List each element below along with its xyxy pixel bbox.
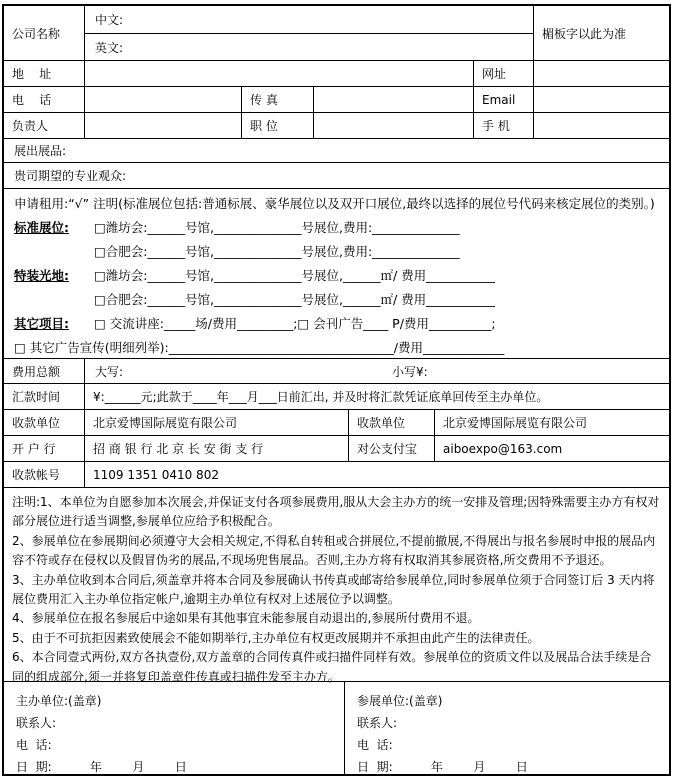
company-name-label: 公司名称 [12,26,61,41]
total-fee-row [4,358,669,383]
raw-hefei-checkbox-line: □合肥会:______号馆,______________号展位,______㎡/ 费用___________ [94,292,495,307]
note-item-4: 4、参展单位在报名参展后中途如果有其他事宜未能参展自动退出的,参展所付费用不退。 [12,611,480,626]
account-value: 1109 1351 0410 802 [84,462,669,487]
exhibits-row [4,138,669,162]
rental-cell [4,189,669,358]
email-value [533,87,669,112]
mobile-value [533,113,669,138]
account-row [4,461,669,487]
rental-header: 申请租用:“√” 注明(标准展位包括:普通标展、豪华展位以及双开口展位,最终以选择的展位号代码来核定展位的类别。) [14,196,655,211]
address-label: 地 址 [12,67,52,81]
remit-label: 汇款时间 [12,390,61,404]
principal-label: 负责人 [12,119,49,133]
other-items-checkbox-line: □ 交流讲座:_____场/费用_________;□ 会刊广告____ P/费用__________; [94,316,496,331]
signature-section [4,681,669,774]
total-daxie-label: 大写: [95,364,124,379]
organizer-title: 主办单位:(盖章) [16,694,102,708]
payee-label: 收款单位 [12,416,61,430]
remit-row [4,383,669,409]
standard-weifang-checkbox-line: □潍坊会:______号馆,______________号展位,费用:______________ [94,220,460,235]
company-name-row [4,6,669,60]
exhibitor-date: 日 期: 年 月 日 [357,760,528,774]
remit-text: ¥:______元;此款于____年___月___日前汇出, 并及时将汇款凭证底单回传至主办单位。 [84,384,669,409]
bank-label: 开 户 行 [12,442,56,456]
total-fee-value [84,359,669,383]
note-item-2: 2、参展单位在参展期间必须遵守大会相关规定,不得私自转租或合拼展位,不提前撤展,不得展出与报名参展时申报的展品内容不符或存在侵权以及假冒伪劣的展品,不现场兜售展品。否则,主办方将有权取消其参展资格,所交费用不予退还。 [12,533,656,568]
alipay-label: 对公支付宝 [348,436,434,461]
fax-value [313,87,473,112]
payee2-label: 收款单位 [348,410,434,435]
alipay-value: aiboexpo@163.com [434,436,669,461]
other-items-label: 其它项目: [14,316,69,331]
website-value [533,61,669,86]
exhibits-label: 展出展品: [14,144,67,158]
note-item-3: 3、主办单位收到本合同后,须盖章并将本合同及参展确认书传真或邮寄给参展单位,同时参展单位须于合同签订后 3 天内将展位费用汇入主办单位指定帐户,逾期主办单位有权对上述展位予以调整。 [12,572,655,607]
rental-standard-hefei [14,240,659,264]
exhibitor-phone: 电 话: [357,738,393,752]
principal-row [4,112,669,138]
organizer-signature-block [4,682,344,774]
notes-section [4,487,669,684]
email-label: Email [473,87,533,112]
organizer-contact: 联系人: [16,716,57,730]
address-row [4,60,669,86]
raw-space-label: 特装光地: [14,268,69,283]
standard-booth-label: 标准展位: [14,220,69,235]
payee2-value: 北京爱博国际展览有限公司 [434,410,669,435]
form-table [2,4,671,776]
payee-value: 北京爱博国际展览有限公司 [84,410,348,435]
organizer-phone: 电 话: [16,738,52,752]
other-ads-checkbox-line: □ 其它广告宣传(明细列举):____________________________________/费用_____________ [14,340,505,355]
note-item-1: 注明:1、本单位为自愿参加本次展会,并保证支付各项参展费用,服从大会主办方的统一安排及管理;因特殊需要主办方有权对部分展位进行适当调整,参展单位应给予积极配合。 [12,495,660,529]
principal-value [84,113,241,138]
audience-row [4,162,669,188]
note-item-6: 6、本合同壹式两份,双方各执壹份,双方盖章的合同传真件或扫描件同样有效。参展单位的资质文件以及展品合法手续是合同的组成部分,须一并将复印盖章件传真或扫描件发至主办方。 [12,650,652,684]
phone-label: 电 话 [12,93,52,107]
rental-standard-weifang [14,216,659,240]
notes-cell [4,488,669,684]
phone-value [84,87,241,112]
company-name-cn-field: 中文: [95,13,124,27]
total-fee-label: 费用总额 [12,364,61,379]
website-label: 网址 [473,61,533,86]
bank-value: 招 商 银 行 北 京 长 安 街 支 行 [84,436,348,461]
bank-row [4,435,669,461]
audience-label: 贵司期望的专业观众: [14,169,127,183]
rental-other-ads [14,336,659,360]
rental-section [4,188,669,358]
total-xiaoxie-label: 小写¥: [392,364,428,379]
exhibitor-signature-block [344,682,669,774]
organizer-date: 日 期: 年 月 日 [16,760,187,774]
rental-other-items [14,312,659,336]
rental-raw-weifang [14,264,659,288]
company-name-fields [84,6,533,60]
payee-row [4,409,669,435]
company-name-en-field: 英文: [85,33,533,60]
account-label: 收款帐号 [12,468,61,482]
phone-row [4,86,669,112]
raw-weifang-checkbox-line: □潍坊会:______号馆,______________号展位,______㎡/ 费用___________ [94,268,495,283]
fascia-note: 楣板字以此为准 [533,6,669,60]
mobile-label: 手 机 [473,113,533,138]
address-value [84,61,473,86]
position-value [313,113,473,138]
position-label: 职 位 [241,113,313,138]
note-item-5: 5、由于不可抗拒因素致使展会不能如期举行,主办单位有权更改展期并不承担由此产生的法律责任。 [12,630,540,645]
exhibitor-contact: 联系人: [357,716,398,730]
standard-hefei-checkbox-line: □合肥会:______号馆,______________号展位,费用:______________ [94,244,460,259]
exhibitor-title: 参展单位:(盖章) [357,694,443,708]
rental-raw-hefei [14,288,659,312]
fax-label: 传 真 [241,87,313,112]
